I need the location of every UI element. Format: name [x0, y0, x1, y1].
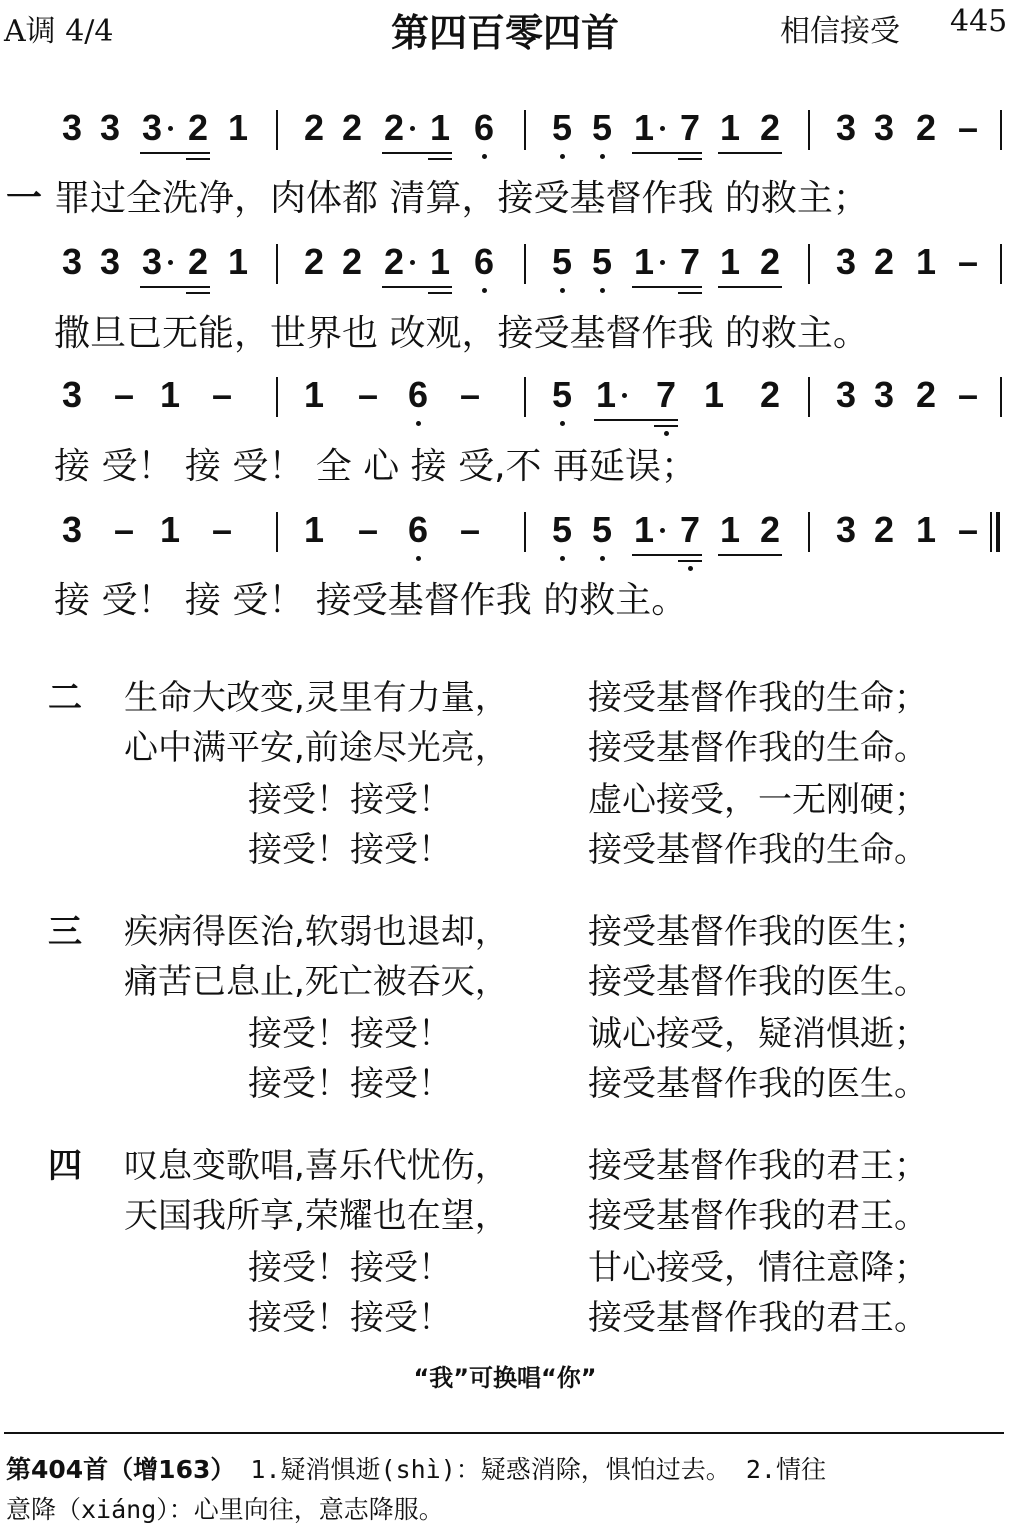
augmentation-dot: [168, 260, 173, 265]
low-octave-dot: [560, 288, 565, 293]
dash-note: –: [957, 374, 979, 415]
score-lyric-line-1: 罪过全洗净，肉体都 清算，接受基督作我 的救主；: [54, 178, 869, 219]
verse-3-line-3-right: 诚心接受，疑消惧逝；: [588, 1014, 928, 1054]
barline: [1000, 377, 1002, 417]
verse-number-three: 三: [48, 912, 82, 952]
note-digit: 1: [915, 241, 937, 282]
note-digit: 1: [703, 374, 725, 415]
note-digit: 2: [915, 107, 937, 148]
low-octave-dot: [560, 154, 565, 159]
sixteenth-beam: [186, 158, 210, 160]
low-octave-dot: [482, 154, 487, 159]
note-digit: 1: [429, 241, 451, 282]
augmentation-dot: [410, 126, 415, 131]
note-digit: 2: [341, 241, 363, 282]
verse-3-line-1-right: 接受基督作我的医生；: [588, 912, 928, 952]
dash-note: –: [113, 509, 135, 550]
barline: [808, 377, 810, 417]
note-digit: 1: [633, 509, 655, 550]
augmentation-dot: [660, 260, 665, 265]
note-digit: 2: [341, 107, 363, 148]
score-line: [0, 242, 1010, 302]
note-digit: 1: [719, 241, 741, 282]
score-lyric-line-2: 撒旦已无能，世界也 改观，接受基督作我 的救主。: [54, 313, 869, 354]
barline: [808, 244, 810, 284]
note-digit: 3: [873, 374, 895, 415]
eighth-beam: [382, 152, 452, 154]
low-octave-dot: [560, 421, 565, 426]
note-digit: 2: [383, 241, 405, 282]
score-line: [0, 108, 1010, 168]
augmentation-dot: [410, 260, 415, 265]
note-digit: 3: [141, 241, 163, 282]
footnote-ref: 第404首（增163）: [6, 1455, 236, 1484]
score-line: [0, 375, 1010, 435]
low-octave-dot: [482, 288, 487, 293]
verse-4-line-2-right: 接受基督作我的君王。: [588, 1196, 928, 1236]
verse-3-line-4-left: 接受！接受！: [248, 1064, 452, 1104]
barline: [524, 377, 526, 417]
note-digit: 3: [61, 509, 83, 550]
note-digit: 2: [187, 107, 209, 148]
page-number: 445: [950, 4, 1008, 39]
barline: [524, 512, 526, 552]
sixteenth-beam: [186, 292, 210, 294]
barline: [276, 512, 278, 552]
verse-4-line-2-left: 天国我所享,荣耀也在望，: [124, 1196, 509, 1236]
note-digit: 1: [595, 374, 617, 415]
low-octave-dot: [416, 421, 421, 426]
barline: [524, 244, 526, 284]
final-barline-thick: [996, 512, 1000, 552]
key-time-signature: A调 4/4: [4, 14, 114, 49]
footnote-line-1-text: 1.疑消惧逝(shì)：疑惑消除，惧怕过去。 2.情往: [235, 1455, 826, 1484]
note-digit: 7: [679, 241, 701, 282]
note-digit: 5: [591, 241, 613, 282]
note-digit: 1: [429, 107, 451, 148]
verse-2-line-3-left: 接受！接受！: [248, 780, 452, 820]
note-digit: 2: [187, 241, 209, 282]
note-digit: 1: [915, 509, 937, 550]
barline: [808, 110, 810, 150]
verse-2-line-1-left: 生命大改变,灵里有力量，: [124, 678, 509, 718]
verse-number-two: 二: [48, 678, 82, 718]
verse-3-line-2-right: 接受基督作我的医生。: [588, 962, 928, 1002]
dash-note: –: [357, 374, 379, 415]
note-digit: 7: [679, 509, 701, 550]
note-digit: 1: [303, 509, 325, 550]
eighth-beam: [718, 152, 782, 154]
low-octave-dot: [664, 431, 669, 436]
low-octave-dot: [600, 154, 605, 159]
hymn-title: 第四百零四首: [390, 11, 619, 55]
dash-note: –: [211, 374, 233, 415]
augmentation-dot: [622, 393, 627, 398]
verse-2-line-4-right: 接受基督作我的生命。: [588, 830, 928, 870]
verse-3-line-4-right: 接受基督作我的医生。: [588, 1064, 928, 1104]
eighth-beam: [718, 286, 782, 288]
note-digit: 3: [61, 107, 83, 148]
low-octave-dot: [416, 556, 421, 561]
note-digit: 1: [227, 107, 249, 148]
note-digit: 3: [835, 509, 857, 550]
verse-4-line-1-right: 接受基督作我的君王；: [588, 1146, 928, 1186]
sixteenth-beam: [678, 292, 702, 294]
note-digit: 2: [873, 241, 895, 282]
barline: [524, 110, 526, 150]
note-digit: 3: [61, 241, 83, 282]
note-digit: 1: [159, 374, 181, 415]
note-digit: 2: [915, 374, 937, 415]
eighth-beam: [632, 152, 702, 154]
note-digit: 2: [759, 509, 781, 550]
note-digit: 6: [473, 241, 495, 282]
augmentation-dot: [168, 126, 173, 131]
verse-3-line-1-left: 疾病得医治,软弱也退却，: [124, 912, 509, 952]
eighth-beam: [594, 419, 678, 421]
footnote-line-1: [6, 1450, 826, 1486]
verse-4-line-4-right: 接受基督作我的君王。: [588, 1298, 928, 1338]
note-digit: 3: [835, 241, 857, 282]
note-digit: 3: [873, 107, 895, 148]
note-digit: 1: [633, 107, 655, 148]
dash-note: –: [113, 374, 135, 415]
note-digit: 2: [759, 241, 781, 282]
note-digit: 2: [303, 107, 325, 148]
barline: [1000, 110, 1002, 150]
sixteenth-beam: [428, 292, 452, 294]
dash-note: –: [459, 509, 481, 550]
note-digit: 7: [679, 107, 701, 148]
eighth-beam: [632, 286, 702, 288]
verse-2-line-2-left: 心中满平安,前途尽光亮，: [124, 728, 509, 768]
barline: [276, 244, 278, 284]
augmentation-dot: [660, 126, 665, 131]
note-digit: 5: [551, 374, 573, 415]
score-lyric-line-4: 接 受！ 接 受！ 接受基督作我 的救主。: [54, 580, 688, 621]
note-digit: 1: [719, 107, 741, 148]
sixteenth-beam: [428, 158, 452, 160]
note-digit: 5: [551, 107, 573, 148]
footnote-divider: [4, 1432, 1004, 1434]
note-digit: 6: [407, 509, 429, 550]
note-digit: 3: [99, 241, 121, 282]
low-octave-dot: [600, 556, 605, 561]
note-digit: 5: [551, 241, 573, 282]
note-digit: 1: [719, 509, 741, 550]
score-line: [0, 510, 1010, 570]
note-digit: 7: [655, 374, 677, 415]
low-octave-dot: [600, 288, 605, 293]
verse-2-line-4-left: 接受！接受！: [248, 830, 452, 870]
note-digit: 1: [633, 241, 655, 282]
verse-2-line-1-right: 接受基督作我的生命；: [588, 678, 928, 718]
note-digit: 6: [473, 107, 495, 148]
verse-number-one: 一: [6, 178, 43, 219]
augmentation-dot: [660, 528, 665, 533]
note-digit: 2: [873, 509, 895, 550]
footnote-line-2: 意降（xiáng）：心里向往，意志降服。: [6, 1495, 444, 1524]
note-digit: 6: [407, 374, 429, 415]
barline: [808, 512, 810, 552]
barline: [1000, 244, 1002, 284]
verse-3-line-2-left: 痛苦已息止,死亡被吞灭，: [124, 962, 509, 1002]
score-lyric-line-3: 接 受！ 接 受！ 全 心 接 受,不 再延误；: [54, 446, 697, 487]
verse-4-line-3-right: 甘心接受，情往意降；: [588, 1248, 928, 1288]
note-digit: 3: [141, 107, 163, 148]
low-octave-dot: [688, 566, 693, 571]
note-digit: 5: [551, 509, 573, 550]
barline: [276, 110, 278, 150]
note-digit: 3: [61, 374, 83, 415]
note-digit: 3: [835, 374, 857, 415]
verse-3-line-3-left: 接受！接受！: [248, 1014, 452, 1054]
note-digit: 2: [759, 374, 781, 415]
eighth-beam: [140, 286, 210, 288]
eighth-beam: [140, 152, 210, 154]
hymn-theme: 相信接受: [780, 14, 900, 49]
dash-note: –: [957, 241, 979, 282]
eighth-beam: [718, 554, 782, 556]
dash-note: –: [357, 509, 379, 550]
verse-number-four: 四: [48, 1146, 82, 1186]
eighth-beam: [632, 554, 702, 556]
substitution-note: “我”可换唱“你”: [413, 1364, 597, 1392]
note-digit: 1: [303, 374, 325, 415]
sixteenth-beam: [678, 158, 702, 160]
verse-2-line-2-right: 接受基督作我的生命。: [588, 728, 928, 768]
note-digit: 1: [227, 241, 249, 282]
barline: [276, 377, 278, 417]
verse-2-line-3-right: 虚心接受，一无刚硬；: [588, 780, 928, 820]
note-digit: 5: [591, 509, 613, 550]
note-digit: 1: [159, 509, 181, 550]
dash-note: –: [957, 107, 979, 148]
dash-note: –: [211, 509, 233, 550]
note-digit: 3: [835, 107, 857, 148]
note-digit: 2: [383, 107, 405, 148]
sixteenth-beam: [654, 425, 678, 427]
note-digit: 2: [759, 107, 781, 148]
low-octave-dot: [560, 556, 565, 561]
sixteenth-beam: [678, 560, 702, 562]
verse-4-line-3-left: 接受！接受！: [248, 1248, 452, 1288]
dash-note: –: [459, 374, 481, 415]
dash-note: –: [957, 509, 979, 550]
note-digit: 5: [591, 107, 613, 148]
final-barline-thin: [990, 512, 992, 552]
note-digit: 3: [99, 107, 121, 148]
note-digit: 2: [303, 241, 325, 282]
verse-4-line-1-left: 叹息变歌唱,喜乐代忧伤，: [124, 1146, 509, 1186]
eighth-beam: [382, 286, 452, 288]
verse-4-line-4-left: 接受！接受！: [248, 1298, 452, 1338]
